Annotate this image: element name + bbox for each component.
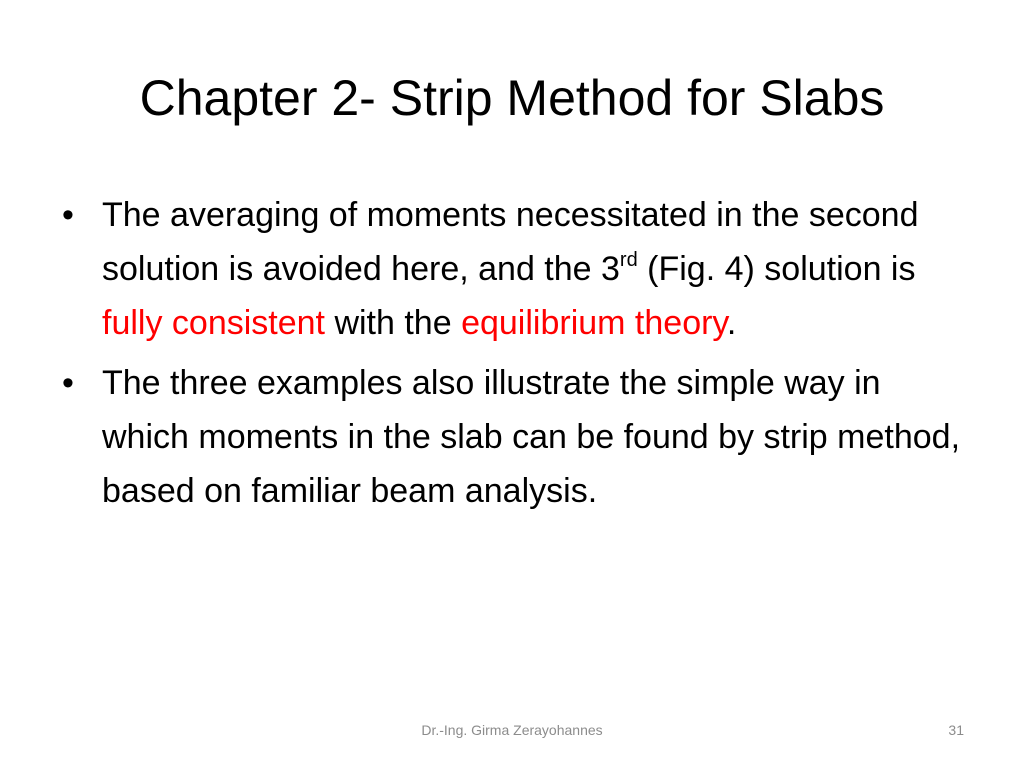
slide-title: Chapter 2- Strip Method for Slabs	[139, 70, 885, 126]
bullet-1-part4: .	[726, 304, 737, 342]
bullet-icon: •	[62, 196, 74, 234]
highlight-equilibrium-theory: equilibrium theory	[461, 304, 727, 342]
bullet-item-2	[60, 356, 970, 518]
bullet-1-part3: with the	[325, 304, 462, 342]
footer-page-number: 31	[948, 722, 964, 738]
bullet-icon: •	[62, 364, 74, 402]
highlight-fully-consistent: fully consistent	[102, 304, 325, 342]
bullet-1-text	[102, 196, 918, 342]
ordinal-superscript: rd	[619, 249, 638, 271]
bullet-item-1	[60, 188, 970, 350]
footer-author: Dr.-Ing. Girma Zerayohannes	[421, 722, 603, 738]
bullet-1-part2: (Fig. 4) solution is	[637, 250, 916, 288]
bullet-2-text: The three examples also illustrate the simple way in which moments in the slab can be found by strip method, based on familiar beam analysis.	[102, 364, 961, 510]
slide-content	[60, 188, 970, 524]
bullet-1-part1: The averaging of moments necessitated in the second solution is avoided here, and the 3	[102, 196, 919, 288]
